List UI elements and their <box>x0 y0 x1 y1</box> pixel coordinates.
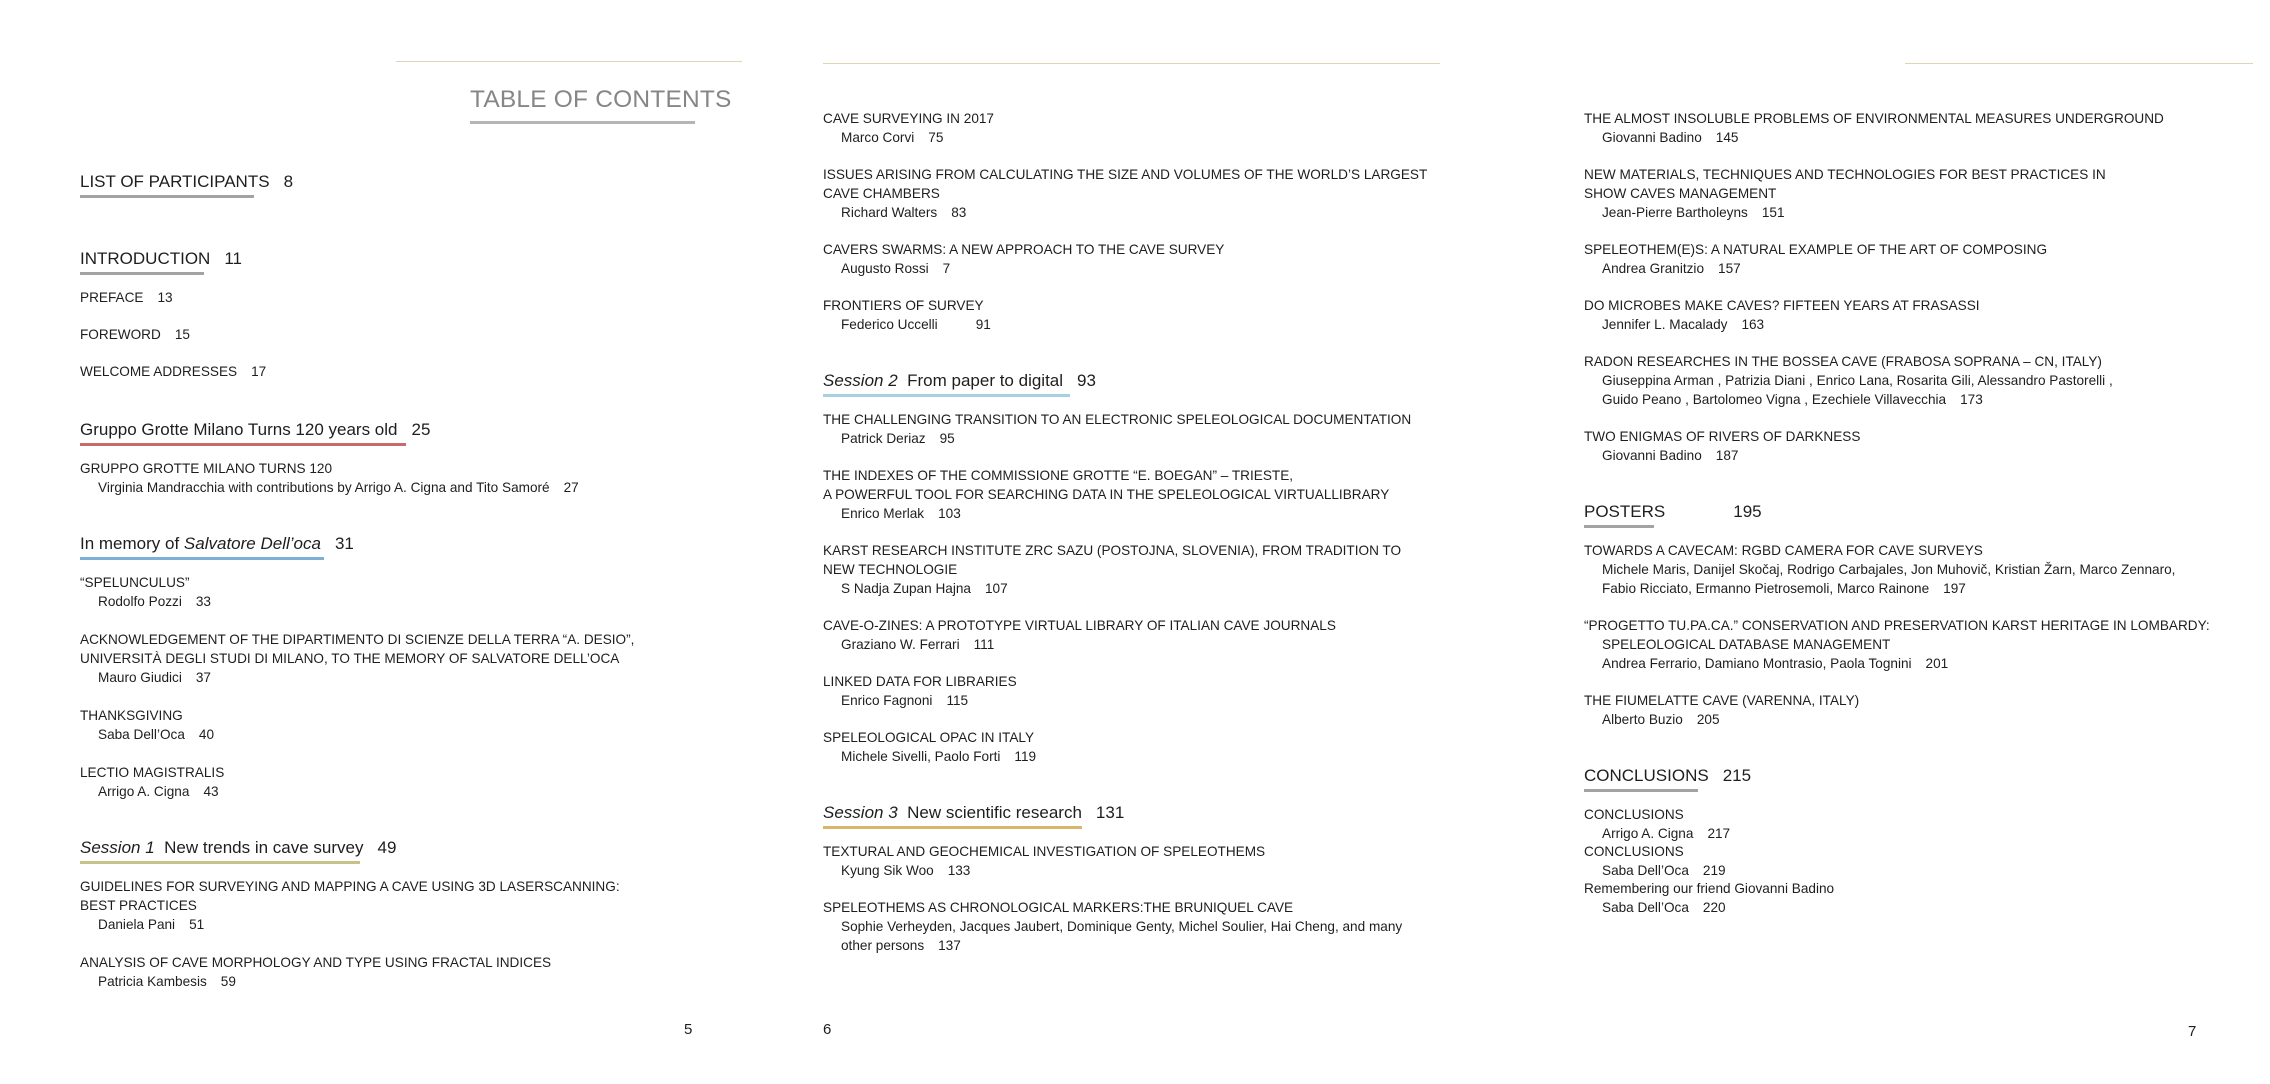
toc-entry-issues-arising[interactable]: ISSUES ARISING FROM CALCULATING THE SIZE AND VOLUMES OF THE WORLD’S LARGEST CAVE CHAMBERS Richard Walters 83 <box>823 167 1428 220</box>
section-heading-ggm[interactable]: Gruppo Grotte Milano Turns 120 years old 25 <box>80 420 431 439</box>
top-rule-right <box>1905 63 2253 64</box>
underline-session-2 <box>823 394 1070 397</box>
toc-entry-radon[interactable]: RADON RESEARCHES IN THE BOSSEA CAVE (FRABOSA SOPRANA – CN, ITALY) Giuseppina Arman , Patrizia Diani , Enrico Lana, Rosarita Gili, Alessandro Pastorelli , Guido Peano , Bartolomeo Vigna , Ezechiele Villavecchia 173 <box>1584 354 2113 407</box>
section-heading-session-3[interactable]: Session 3 New scientific research 131 <box>823 803 1125 822</box>
toc-entry-cavers-swarms[interactable]: CAVERS SWARMS: A NEW APPROACH TO THE CAVE SURVEY Augusto Rossi 7 <box>823 242 1225 276</box>
underline-posters <box>1584 525 1654 528</box>
toc-entry-conclusions-cigna[interactable]: CONCLUSIONS Arrigo A. Cigna 217 <box>1584 807 1731 841</box>
toc-entry-speleological-opac[interactable]: SPELEOLOGICAL OPAC IN ITALY Michele Sivelli, Paolo Forti 119 <box>823 730 1037 764</box>
toc-entry-karst-research[interactable]: KARST RESEARCH INSTITUTE ZRC SAZU (POSTOJNA, SLOVENIA), FROM TRADITION TO NEW TECHNOLOGIE S Nadja Zupan Hajna 107 <box>823 543 1402 596</box>
toc-entry-speleothemes[interactable]: SPELEOTHEM(E)S: A NATURAL EXAMPLE OF THE ART OF COMPOSING Andrea Granitzio 157 <box>1584 242 2048 276</box>
underline-session-3 <box>823 826 1082 829</box>
page-number-middle: 6 <box>823 1021 832 1038</box>
toc-entry-indexes[interactable]: THE INDEXES OF THE COMMISSIONE GROTTE “E. BOEGAN” – TRIESTE, A POWERFUL TOOL FOR SEARCHING DATA IN THE SPELEOLOGICAL VIRTUALLIBRARY Enrico Merlak 103 <box>823 468 1390 521</box>
toc-entry-conclusions-delloca[interactable]: CONCLUSIONS Saba Dell’Oca 219 <box>1584 844 1726 878</box>
toc-entry-foreword[interactable]: FOREWORD 15 <box>80 327 190 342</box>
toc-entry-guidelines[interactable]: GUIDELINES FOR SURVEYING AND MAPPING A CAVE USING 3D LASERSCANNING: BEST PRACTICES Daniela Pani 51 <box>80 879 620 932</box>
underline-participants <box>80 195 254 198</box>
toc-entry-thanksgiving[interactable]: THANKSGIVING Saba Dell’Oca 40 <box>80 708 215 742</box>
toc-entry-analysis[interactable]: ANALYSIS OF CAVE MORPHOLOGY AND TYPE USING FRACTAL INDICES Patricia Kambesis 59 <box>80 955 552 989</box>
top-rule-middle <box>823 63 1440 64</box>
toc-entry-spelunculus[interactable]: “SPELUNCULUS” Rodolfo Pozzi 33 <box>80 575 211 609</box>
toc-entry-welcome-addresses[interactable]: WELCOME ADDRESSES 17 <box>80 364 267 379</box>
page-title-underline <box>470 121 695 124</box>
toc-entry-insoluble-problems[interactable]: THE ALMOST INSOLUBLE PROBLEMS OF ENVIRONMENTAL MEASURES UNDERGROUND Giovanni Badino 145 <box>1584 111 2164 145</box>
underline-introduction <box>80 272 204 275</box>
top-rule-left <box>396 61 742 62</box>
section-heading-posters[interactable]: POSTERS 195 <box>1584 502 1762 521</box>
section-heading-introduction[interactable]: INTRODUCTION 11 <box>80 249 242 268</box>
toc-entry-preface[interactable]: PREFACE 13 <box>80 290 173 305</box>
toc-entry-cave-surveying[interactable]: CAVE SURVEYING IN 2017 Marco Corvi 75 <box>823 111 994 145</box>
toc-entry-textural[interactable]: TEXTURAL AND GEOCHEMICAL INVESTIGATION OF SPELEOTHEMS Kyung Sik Woo 133 <box>823 844 1266 878</box>
underline-ggm <box>80 443 406 446</box>
section-heading-participants[interactable]: LIST OF PARTICIPANTS 8 <box>80 172 294 191</box>
toc-entry-cavecam[interactable]: TOWARDS A CAVECAM: RGBD CAMERA FOR CAVE SURVEYS Michele Maris, Danijel Skočaj, Rodrigo Carbajales, Jon Muhovič, Kristian Žarn, Marco Zennaro, Fabio Ricciato, Ermanno Pietrosemoli, Marco Rainone 197 <box>1584 543 2176 596</box>
toc-entry-remembering-badino[interactable]: Remembering our friend Giovanni Badino Saba Dell’Oca 220 <box>1584 881 1835 915</box>
underline-session-1 <box>80 861 360 864</box>
toc-entry-frontiers[interactable]: FRONTIERS OF SURVEY Federico Uccelli 91 <box>823 298 991 332</box>
toc-entry-linked-data[interactable]: LINKED DATA FOR LIBRARIES Enrico Fagnoni 115 <box>823 674 1017 708</box>
page-title: TABLE OF CONTENTS <box>470 86 732 113</box>
page-number-left: 5 <box>684 1021 693 1038</box>
toc-entry-microbes[interactable]: DO MICROBES MAKE CAVES? FIFTEEN YEARS AT FRASASSI Jennifer L. Macalady 163 <box>1584 298 1980 332</box>
section-heading-conclusions[interactable]: CONCLUSIONS 215 <box>1584 766 1752 785</box>
toc-entry-new-materials[interactable]: NEW MATERIALS, TECHNIQUES AND TECHNOLOGIES FOR BEST PRACTICES IN SHOW CAVES MANAGEMENT Jean-Pierre Bartholeyns 151 <box>1584 167 2106 220</box>
toc-entry-two-enigmas[interactable]: TWO ENIGMAS OF RIVERS OF DARKNESS Giovanni Badino 187 <box>1584 429 1861 463</box>
toc-entry-acknowledgement[interactable]: ACKNOWLEDGEMENT OF THE DIPARTIMENTO DI SCIENZE DELLA TERRA “A. DESIO”, UNIVERSITÀ DEGLI STUDI DI MILANO, TO THE MEMORY OF SALVATORE DELL’OCA Mauro Giudici 37 <box>80 632 635 685</box>
toc-entry-fiumelatte[interactable]: THE FIUMELATTE CAVE (VARENNA, ITALY) Alberto Buzio 205 <box>1584 693 1860 727</box>
section-heading-session-1[interactable]: Session 1 New trends in cave survey 49 <box>80 838 397 857</box>
toc-entry-cave-o-zines[interactable]: CAVE-O-ZINES: A PROTOTYPE VIRTUAL LIBRARY OF ITALIAN CAVE JOURNALS Graziano W. Ferrari 111 <box>823 618 1336 652</box>
toc-entry-speleothems-markers[interactable]: SPELEOTHEMS AS CHRONOLOGICAL MARKERS:THE BRUNIQUEL CAVE Sophie Verheyden, Jacques Jaubert, Dominique Genty, Michel Soulier, Hai Cheng, and many other persons 137 <box>823 900 1403 953</box>
underline-memory <box>80 557 324 560</box>
toc-entry-progetto-tupaca[interactable]: “PROGETTO TU.PA.CA.” CONSERVATION AND PRESERVATION KARST HERITAGE IN LOMBARDY: SPELEOLOGICAL DATABASE MANAGEMENT Andrea Ferrario, Damiano Montrasio, Paola Tognini 201 <box>1584 618 2210 671</box>
page-number-right: 7 <box>2188 1023 2197 1040</box>
section-heading-session-2[interactable]: Session 2 From paper to digital 93 <box>823 371 1096 390</box>
toc-entry-lectio[interactable]: LECTIO MAGISTRALIS Arrigo A. Cigna 43 <box>80 765 225 799</box>
toc-entry-challenging-transition[interactable]: THE CHALLENGING TRANSITION TO AN ELECTRONIC SPELEOLOGICAL DOCUMENTATION Patrick Deriaz 95 <box>823 412 1412 446</box>
toc-entry-ggm[interactable]: GRUPPO GROTTE MILANO TURNS 120 Virginia Mandracchia with contributions by Arrigo A. Cigna and Tito Samoré 27 <box>80 461 579 495</box>
section-heading-memory[interactable]: In memory of Salvatore Dell’oca 31 <box>80 534 354 553</box>
underline-conclusions <box>1584 789 1698 792</box>
